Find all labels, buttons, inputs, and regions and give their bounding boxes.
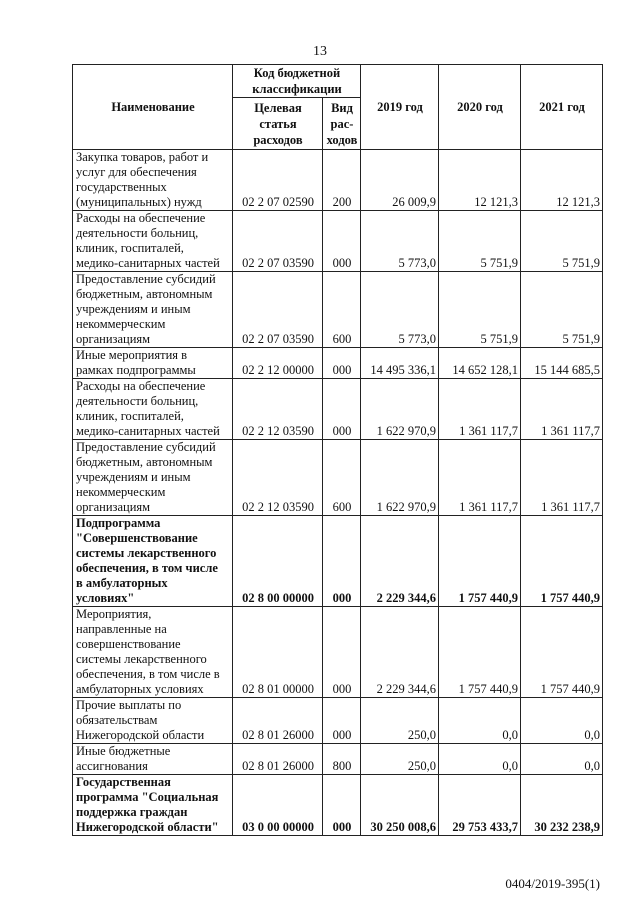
row-value-2020-cell: 14 652 128,1: [439, 348, 521, 379]
row-value-2019-cell: 14 495 336,1: [361, 348, 439, 379]
row-expense-type-cell: 000: [323, 607, 361, 698]
row-value-2021-cell: 1 361 117,7: [521, 440, 603, 516]
row-value-2019-cell: 1 622 970,9: [361, 440, 439, 516]
row-expense-type-cell: 800: [323, 744, 361, 775]
row-expense-type-cell: 000: [323, 775, 361, 836]
row-value-2021-cell: 15 144 685,5: [521, 348, 603, 379]
row-expense-type-cell: 000: [323, 211, 361, 272]
row-name-cell: Расходы на обеспечение деятельности больниц, клиник, госпиталей, медико-санитарных частей: [73, 211, 233, 272]
row-name-cell: Государственная программа "Социальная поддержка граждан Нижегородской области": [73, 775, 233, 836]
row-value-2021-cell: 12 121,3: [521, 150, 603, 211]
row-value-2021-cell: 1 757 440,9: [521, 607, 603, 698]
header-year-2019: 2019 год: [361, 65, 439, 150]
row-name-cell: Предоставление субсидий бюджетным, автономным учреждениям и иным некоммерческим организациям: [73, 440, 233, 516]
row-expense-type-cell: 000: [323, 379, 361, 440]
row-code-cell: 02 2 07 03590: [233, 211, 323, 272]
row-value-2021-cell: 1 361 117,7: [521, 379, 603, 440]
row-name-cell: Мероприятия, направленные на совершенствование системы лекарственного обеспечения, в том числе в амбулаторных условиях: [73, 607, 233, 698]
row-code-cell: 02 2 12 03590: [233, 379, 323, 440]
table-row: [73, 698, 603, 744]
row-code-cell: 03 0 00 00000: [233, 775, 323, 836]
row-value-2019-cell: 26 009,9: [361, 150, 439, 211]
row-value-2020-cell: 5 751,9: [439, 211, 521, 272]
table-row: [73, 775, 603, 836]
row-name-cell: Расходы на обеспечение деятельности больниц, клиник, госпиталей, медико-санитарных частей: [73, 379, 233, 440]
row-name-cell: Подпрограмма "Совершенствование системы лекарственного обеспечения, в том числе в амбулаторных условиях": [73, 516, 233, 607]
row-value-2019-cell: 30 250 008,6: [361, 775, 439, 836]
row-value-2019-cell: 250,0: [361, 744, 439, 775]
header-year-2020: 2020 год: [439, 65, 521, 150]
row-name-cell: Закупка товаров, работ и услуг для обеспечения государственных (муниципальных) нужд: [73, 150, 233, 211]
header-year-2021: 2021 год: [521, 65, 603, 150]
row-value-2021-cell: 30 232 238,9: [521, 775, 603, 836]
row-value-2020-cell: 1 361 117,7: [439, 440, 521, 516]
row-value-2021-cell: 5 751,9: [521, 272, 603, 348]
row-value-2019-cell: 5 773,0: [361, 211, 439, 272]
row-expense-type-cell: 000: [323, 516, 361, 607]
row-code-cell: 02 2 12 00000: [233, 348, 323, 379]
header-target-article: Целевая статья расходов: [233, 98, 323, 150]
row-value-2020-cell: 0,0: [439, 744, 521, 775]
row-value-2019-cell: 2 229 344,6: [361, 516, 439, 607]
row-value-2021-cell: 0,0: [521, 698, 603, 744]
row-value-2020-cell: 5 751,9: [439, 272, 521, 348]
table-row: [73, 440, 603, 516]
row-expense-type-cell: 600: [323, 440, 361, 516]
row-name-cell: Прочие выплаты по обязательствам Нижегородской области: [73, 698, 233, 744]
row-value-2021-cell: 5 751,9: [521, 211, 603, 272]
row-value-2020-cell: 1 361 117,7: [439, 379, 521, 440]
table-row: [73, 150, 603, 211]
row-code-cell: 02 8 01 00000: [233, 607, 323, 698]
row-expense-type-cell: 600: [323, 272, 361, 348]
row-value-2019-cell: 1 622 970,9: [361, 379, 439, 440]
row-expense-type-cell: 000: [323, 698, 361, 744]
row-value-2019-cell: 5 773,0: [361, 272, 439, 348]
row-value-2021-cell: 0,0: [521, 744, 603, 775]
header-code-group: Код бюджетной классификации: [233, 65, 361, 98]
table-row: [73, 211, 603, 272]
row-name-cell: Иные мероприятия в рамках подпрограммы: [73, 348, 233, 379]
row-name-cell: Иные бюджетные ассигнования: [73, 744, 233, 775]
row-code-cell: 02 2 07 03590: [233, 272, 323, 348]
table-row: [73, 348, 603, 379]
table-header: [73, 65, 603, 150]
table-row: [73, 744, 603, 775]
row-code-cell: 02 8 01 26000: [233, 698, 323, 744]
row-value-2020-cell: 29 753 433,7: [439, 775, 521, 836]
row-value-2020-cell: 1 757 440,9: [439, 607, 521, 698]
row-expense-type-cell: 200: [323, 150, 361, 211]
row-code-cell: 02 8 00 00000: [233, 516, 323, 607]
row-value-2020-cell: 12 121,3: [439, 150, 521, 211]
table-row: [73, 272, 603, 348]
row-code-cell: 02 2 12 03590: [233, 440, 323, 516]
table-row: [73, 516, 603, 607]
header-expense-type: Вид рас- ходов: [323, 98, 361, 150]
table-row: [73, 607, 603, 698]
table-row: [73, 379, 603, 440]
document-number: 0404/2019-395(1): [505, 876, 600, 891]
row-code-cell: 02 2 07 02590: [233, 150, 323, 211]
budget-table: [72, 64, 603, 836]
table-body: [73, 150, 603, 836]
row-code-cell: 02 8 01 26000: [233, 744, 323, 775]
row-name-cell: Предоставление субсидий бюджетным, автономным учреждениям и иным некоммерческим организациям: [73, 272, 233, 348]
header-name: Наименование: [73, 65, 233, 150]
page-number: 13: [313, 44, 327, 59]
row-value-2020-cell: 1 757 440,9: [439, 516, 521, 607]
row-value-2020-cell: 0,0: [439, 698, 521, 744]
row-value-2021-cell: 1 757 440,9: [521, 516, 603, 607]
row-value-2019-cell: 250,0: [361, 698, 439, 744]
row-value-2019-cell: 2 229 344,6: [361, 607, 439, 698]
row-expense-type-cell: 000: [323, 348, 361, 379]
